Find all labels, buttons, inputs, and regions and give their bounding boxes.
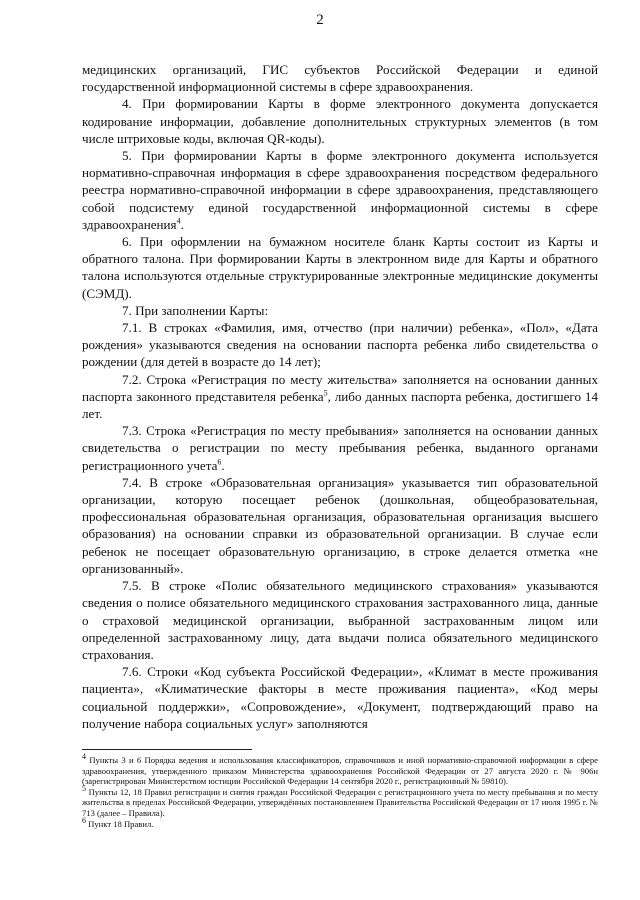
paragraph-item-6 (82, 233, 598, 302)
paragraph-text: 7. При заполнении Карты: (122, 302, 269, 318)
document-body (82, 61, 598, 732)
paragraph-item-7-2 (82, 371, 598, 423)
paragraph-text: медицинских организаций, ГИС субъектов Российской Федерации и единой государственной информационной системы в сфере здравоохранения. (82, 62, 598, 95)
footnote-ref-5: 5 (323, 388, 328, 398)
footnote-6 (82, 815, 598, 830)
paragraph-text: 5. При формировании Карты в форме электронного документа используется нормативно-справочная информация в сфере здравоохранения посредством федерального реестра нормативно-справочной информации в сфере здравоохранения, представляющего собой подсистему единой государственной информационной системы в сфере здравоохранения (82, 148, 598, 232)
paragraph-item-7-1 (82, 319, 598, 371)
paragraph-continuation (82, 61, 598, 95)
paragraph-item-4 (82, 95, 598, 147)
footnote-divider (82, 749, 252, 750)
paragraph-item-7-5 (82, 577, 598, 663)
paragraph-text: 6. При оформлении на бумажном носителе бланк Карты состоит из Карты и обратного талона. При формировании Карты в электронном виде для Карты и обратного талона используются отдельные структурированные электронные медицинские документы (СЭМД). (82, 234, 598, 301)
footnote-ref-4: 4 (176, 216, 181, 226)
paragraph-text: 7.6. Строки «Код субъекта Российской Федерации», «Климат в месте проживания пациента», «Климатические факторы в месте проживания пациента», «Код меры социальной поддержки», «Сопровождение», «Документ, подтверждающий право на получение набора социальных услуг» заполняются (82, 664, 598, 731)
paragraph-text: , либо данных паспорта ребенка, достигшего 14 лет. (82, 388, 598, 422)
footnote-text: Пункт 18 Правил. (88, 818, 154, 829)
footnotes (82, 752, 598, 829)
paragraph-text: 7.5. В строке «Полис обязательного медицинского страхования» указываются сведения о полисе обязательного медицинского страхования застрахованного лица, данные о страховой медицинской организации, выбранной застрахованным лицом или определенной застрахованному лицу, дата выдачи полиса обязательного медицинского страхования. (82, 578, 598, 662)
footnote-text: Пункты 12, 18 Правил регистрации и снятия граждан Российской Федерации с регистрационного учета по месту пребывания и по месту жительства в пределах Российской Федерации, утверждённых постановлением Правительства Российской Федерации от 17 июля 1995 г. № 713 (далее – Правила). (82, 786, 598, 818)
paragraph-item-7-3: 7.3. Строка «Регистрация по месту пребывания» заполняется на основании данных свидетельства о регистрации по месту пребывания ребенка, выданного органами регистрационного учета$^6$. (82, 423, 598, 473)
paragraph-text: 4. При формировании Карты в форме электронного документа допускается кодирование информации, добавление дополнительных структурных элементов (в том числе штриховые коды, включая QR-коды). (82, 96, 598, 146)
footnote-4 (82, 752, 598, 787)
paragraph-item-7-6 (82, 663, 598, 732)
footnote-ref-6: 6 (217, 457, 222, 467)
paragraph-text: 7.2. Строка «Регистрация по месту жительства» заполняется на основании данных паспорта законного представителя ребенка (82, 371, 598, 404)
paragraph-item-7-4 (82, 474, 598, 577)
footnote-mark: 5 (82, 783, 86, 793)
footnote-mark: 6 (82, 815, 86, 825)
paragraph-text: 7.3. Строка «Регистрация по месту пребывания» заполняется на основании данных свидетельства о регистрации по месту пребывания ребенка, выданного органами регистрационного учета (82, 423, 598, 473)
footnote-5 (82, 783, 598, 819)
footnote-mark: 4 (82, 752, 86, 762)
paragraph-text: 7.1. В строках «Фамилия, имя, отчество (при наличии) ребенка», «Пол», «Дата рождения» указываются сведения на основании паспорта ребенка либо свидетельства о рождении (для детей в возрасте до 14 лет); (82, 320, 598, 370)
paragraph-item-7 (82, 302, 598, 319)
footnote-text: Пункты 3 и 6 Порядка ведения и использования классификаторов, справочников и иной нормативно-справочной информации в сфере здравоохранения, утвержденного приказом Министерства здравоохранения Российской Федерации от 27 августа 2020 г. № 906н (зарегистрирован Министерством юстиции Российской Федерации 14 сентября 2020 г., регистрационный № 59810). (82, 755, 598, 787)
paragraph-item-5: 5. При формировании Карты в форме электронного документа используется нормативно-справочная информация в сфере здравоохранения посредством федерального реестра нормативно-справочной информации в сфере здравоохранения, представляющего собой подсистему единой государственной информационной системы в сфере здравоохранения$^4$. (82, 148, 598, 232)
page-number: 2 (316, 12, 324, 28)
paragraph-text: 7.4. В строке «Образовательная организация» указывается тип образовательной организации, которую посещает ребенок (дошкольная, общеобразовательная, профессиональная образовательная организация, образовательная организация высшего образования) на основании справки из образовательной организации. В случае если ребенок не посещает образовательную организацию, в строке делается отметка «не организованный». (82, 474, 598, 576)
